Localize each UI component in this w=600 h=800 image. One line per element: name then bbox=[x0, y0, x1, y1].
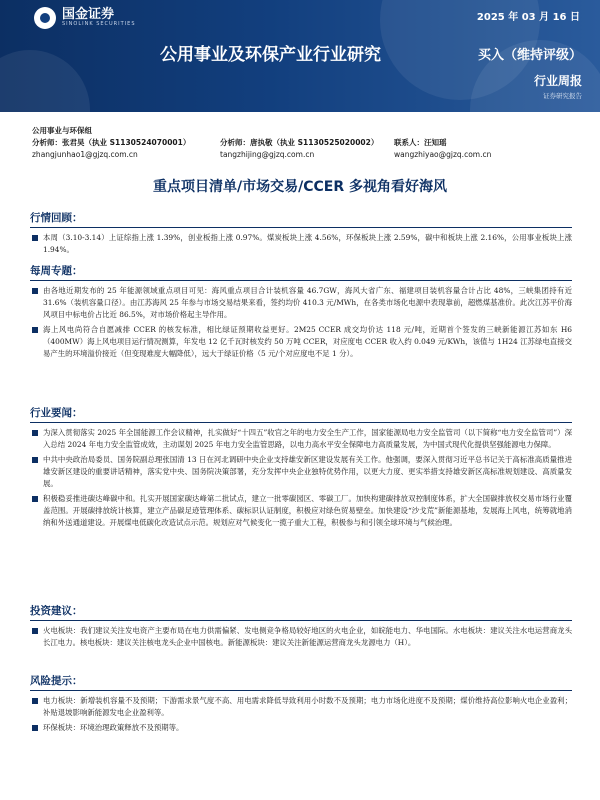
header-decoration bbox=[0, 50, 90, 112]
analyst-name: 张君昊（执业 S1130524070001） bbox=[62, 138, 191, 147]
list-item bbox=[30, 232, 572, 256]
list-item bbox=[30, 722, 572, 734]
analyst-2 bbox=[220, 137, 394, 149]
report-date: 2025 年 03 月 16 日 bbox=[476, 12, 580, 23]
analyst-name: 汪知瑶 bbox=[424, 138, 447, 147]
analyst-1-email[interactable]: zhangjunhao1@gjzq.com.cn bbox=[32, 150, 138, 159]
analyst-name: 唐执敬（执业 S1130525020002） bbox=[250, 138, 379, 147]
risk-warning-list bbox=[30, 695, 572, 737]
list-item bbox=[30, 625, 572, 649]
report-type: 行业周报 bbox=[533, 74, 582, 88]
list-item bbox=[30, 427, 572, 451]
list-item-text: 海上风电尚符合自愿减排 CCER 的核发标准，相比绿证预期收益更好。2M25 CCER 成交均价达 118 元/吨，近期首个签发的三峡新能源江苏如东 H6（400MW）海上风电项目运行情况测算，年发电 12 亿千瓦时核发约 50 万吨 CCER，对应度电 CCER 收入约 0.049 元/KWh，该值与 1H24 江苏绿电直接交易产生的环境溢价接近（但变现难度大幅降低），远大于绿证价格（5 元/个对应度电不足 1 分）。 bbox=[43, 325, 572, 358]
analyst-group: 公用事业与环保组 bbox=[32, 126, 92, 135]
list-item bbox=[30, 493, 572, 529]
industry-title: 公用事业及环保产业行业研究 bbox=[160, 45, 381, 65]
list-item-text: 本周（3.10-3.14）上证综指上涨 1.39%，创业板指上涨 0.97%。煤炭板块上涨 4.56%，环保板块上涨 2.59%，碳中和板块上涨 2.16%，公用事业板块上涨 1.94%。 bbox=[43, 233, 572, 254]
list-item bbox=[30, 695, 572, 719]
logo-text: 国金证券 bbox=[62, 7, 115, 22]
analyst-emails-row bbox=[32, 149, 572, 161]
bullet-icon bbox=[32, 725, 38, 731]
bullet-icon bbox=[32, 698, 38, 704]
analyst-1 bbox=[32, 137, 220, 149]
bullet-icon bbox=[32, 235, 38, 241]
list-item bbox=[30, 324, 572, 360]
bullet-icon bbox=[32, 288, 38, 294]
list-item bbox=[30, 285, 572, 321]
analyst-role: 分析师： bbox=[220, 138, 250, 147]
list-item-text: 环保板块：环境治理政策释放不及预期等。 bbox=[43, 723, 184, 732]
report-header bbox=[0, 0, 600, 112]
analyst-role: 联系人： bbox=[394, 138, 424, 147]
list-item-text: 由各地近期发布的 25 年能源领域重点项目可见：海风重点项目合计装机容量 46.7GW，海风大省广东、福建项目装机容量合计占比 48%，三峡集团持有近 31.6%（装机容量口径）。由江苏海风 25 年参与市场交易结果来看，签约均价 410.3 元/MWh，在各类市场化电源中表现靠前，超燃煤基准价。此次江苏平价海风项目中标电价占比近 86.5%，对市场价格起主导作用。 bbox=[43, 286, 572, 319]
logo-subtext: SINOLINK SECURITIES bbox=[62, 21, 136, 27]
analyst-names-row bbox=[32, 137, 572, 149]
bullet-icon bbox=[32, 628, 38, 634]
list-item-text: 火电板块：我们建议关注发电资产主要布局在电力供需偏紧、发电侧竞争格局较好地区的火电企业，如皖能电力、华电国际。水电板块：建议关注水电运营商龙头长江电力。核电板块：建议关注核电龙头企业中国核电。新能源板块：建议关注新能源运营商龙头龙源电力（H）。 bbox=[43, 626, 572, 647]
analyst-block bbox=[32, 125, 572, 161]
section-title-industry-news: 行业要闻： bbox=[30, 407, 572, 423]
section-title-weekly-topic: 每周专题： bbox=[30, 265, 572, 281]
bullet-icon bbox=[32, 496, 38, 502]
list-item bbox=[30, 454, 572, 490]
industry-news-list bbox=[30, 427, 572, 532]
list-item-text: 为深入贯彻落实 2025 年全国能源工作会议精神，扎实做好“十四五”收官之年的电力安全生产工作，国家能源局电力安全监管司（以下简称“电力安全监管司”）深入总结 2024 年电力安全监管成效，主动谋划 2025 年电力安全监管思路，以电力高水平安全保障电力高质量发展，为中国式现代化提供坚强能源电力保障。 bbox=[43, 428, 572, 449]
list-item-text: 电力板块：新增装机容量不及预期；下游需求景气度不高、用电需求降低导致利用小时数不及预期；电力市场化进度不及预期；煤价维持高位影响火电企业盈利；补贴退坡影响新能源发电企业盈利等。 bbox=[43, 696, 572, 717]
investment-advice-list bbox=[30, 625, 572, 652]
weekly-topic-list bbox=[30, 285, 572, 363]
bullet-icon bbox=[32, 327, 38, 333]
analyst-role: 分析师： bbox=[32, 138, 62, 147]
analyst-2-email[interactable]: tangzhijing@gjzq.com.cn bbox=[220, 150, 315, 159]
bullet-icon bbox=[32, 430, 38, 436]
section-title-market-review: 行情回顾： bbox=[30, 212, 572, 228]
contact-email[interactable]: wangzhiyao@gjzq.com.cn bbox=[394, 150, 492, 159]
bullet-icon bbox=[32, 457, 38, 463]
report-category: 证券研究报告 bbox=[543, 92, 582, 100]
list-item-text: 中共中央政治局委员、国务院副总理张国清 13 日在河北调研中央企业支持雄安新区建设发展有关工作。他强调，要深入贯彻习近平总书记关于高标准高质量推进雄安新区建设的重要讲话精神，落实党中央、国务院决策部署，充分发挥中央企业独特优势作用，以更大力度、更实举措支持雄安新区高标准规划建设、高质量发展。 bbox=[43, 455, 572, 488]
market-review-list bbox=[30, 232, 572, 259]
section-title-investment-advice: 投资建议： bbox=[30, 605, 572, 621]
rating-badge: 买入（维持评级） bbox=[477, 48, 582, 63]
report-headline: 重点项目清单/市场交易/CCER 多视角看好海风 bbox=[153, 179, 447, 195]
section-title-risk-warning: 风险提示： bbox=[30, 675, 572, 691]
list-item-text: 积极稳妥推进碳达峰碳中和。扎实开展国家碳达峰第二批试点，建立一批零碳园区、零碳工厂。加快构建碳排放双控制度体系，扩大全国碳排放权交易市场行业覆盖范围。开展碳排放统计核算，建立产品碳足迹管理体系、碳标识认证制度，积极应对绿色贸易壁垒。加快建设“沙戈荒”新能源基地，发展海上风电，统筹就地消纳和外送通道建设。开展煤电低碳化改造试点示范。规划应对气候变化一揽子重大工程，积极参与和引领全球环境与气候治理。 bbox=[43, 494, 572, 527]
company-logo bbox=[34, 7, 136, 29]
contact-person bbox=[394, 137, 447, 149]
logo-icon bbox=[34, 7, 56, 29]
